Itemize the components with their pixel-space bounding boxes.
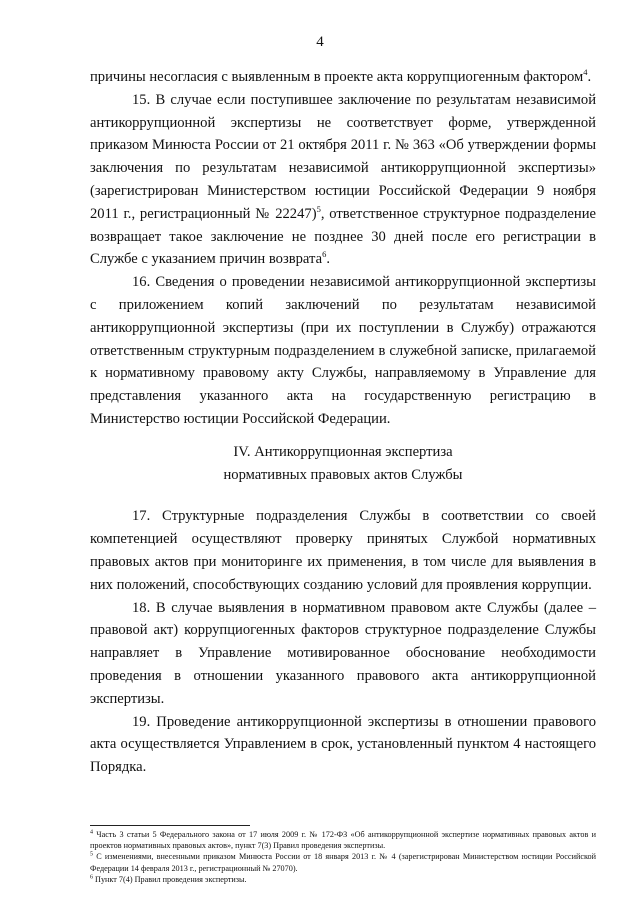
paragraph-19: 19. Проведение антикоррупционной экспертизы в отношении правового акта осуществляется Управлением в срок, установленный пунктом 4 настоящего Порядка. xyxy=(90,713,596,776)
footnote-5 xyxy=(90,851,596,873)
paragraph-17: 17. Структурные подразделения Службы в соответствии со своей компетенцией осуществляют проверку принятых Службой нормативных правовых актов при мониторинге их применения, в том числе для выявления в них положений, способствующих созданию условий для проявления коррупции. xyxy=(90,508,596,593)
page-number: 4 xyxy=(316,34,324,50)
section-heading-line-1: IV. Антикоррупционная экспертиза xyxy=(233,443,453,460)
footnote-ref-5: 5 xyxy=(316,203,321,214)
footnote-ref-6: 6 xyxy=(322,249,327,260)
footnote-6-text: Пункт 7(4) Правил проведения экспертизы. xyxy=(93,874,247,884)
paragraph-15-text-b: , ответственное структурное подразделение возвращает такое заключение не позднее 30 дней после его регистрации в Службе с указанием причин возврата xyxy=(90,205,596,268)
footnote-5-marker: 5 xyxy=(90,851,93,858)
footnote-6 xyxy=(90,874,596,885)
footnote-4-marker: 4 xyxy=(90,829,93,836)
section-heading-line-2: нормативных правовых актов Службы xyxy=(223,466,463,483)
section-heading xyxy=(90,441,596,487)
paragraph-continuation: причины несогласия с выявленным в проекте акта коррупциогенным фактором$^4$. xyxy=(90,67,592,85)
footnote-ref-4: 4 xyxy=(583,67,588,78)
footnote-6-marker: 6 xyxy=(90,874,93,881)
paragraph-15: 15. В случае если поступившее заключение по результатам независимой антикоррупционной экспертизы не соответствует форме, утвержденной приказом Минюста России от 21 октября 2011 г. № 363 «Об утверждении формы заключения по результатам независимой антикоррупционной экспертизы» (зарегистрирован Министерством юстиции Российской Федерации 9 ноября 2011 г., регистрационный № 22247)$^5$, ответственное структурное подразделение возвращает такое заключение не позднее 30 дней после его регистрации в Службе с указанием причин возврата$^6$. xyxy=(90,91,596,268)
footnote-4-text: Часть 3 статьи 5 Федерального закона от 17 июля 2009 г. № 172-ФЗ «Об антикоррупционной экспертизе нормативных правовых актов и проектов нормативных правовых актов», пункт 7(3) Правил проведения экспертизы. xyxy=(90,830,596,851)
paragraph-18: 18. В случае выявления в нормативном правовом акте Службы (далее – правовой акт) коррупциогенных факторов структурное подразделение Службы направляет в Управление мотивированное обоснование необходимости проведения в отношении указанного правового акта антикоррупционной экспертизы. xyxy=(90,599,596,707)
document-body xyxy=(90,66,596,779)
paragraph-16: 16. Сведения о проведении независимой антикоррупционной экспертизы с приложением копий заключений по результатам независимой антикоррупционной экспертизы (при их поступлении в Службу) отражаются ответственным структурным подразделением в служебной записке, прилагаемой к нормативному правовому акту Службы, направляемому в Управление для представления указанного акта на государственную регистрацию в Министерство юстиции Российской Федерации. xyxy=(90,274,596,427)
footnote-4 xyxy=(90,829,596,851)
footnote-divider xyxy=(90,825,250,826)
paragraph-continuation-text: причины несогласия с выявленным в проекте акта коррупциогенным фактором xyxy=(90,69,584,85)
footnotes xyxy=(90,829,596,885)
paragraph-15-text-a: 15. В случае если поступившее заключение по результатам независимой антикоррупционной экспертизы не соответствует форме, утвержденной приказом Минюста России от 21 октября 2011 г. № 363 «Об утверждении формы заключения по результатам независимой антикоррупционной экспертизы» (зарегистрирован Министерством юстиции Российской Федерации 9 ноября 2011 г., регистрационный № 22247) xyxy=(90,91,596,222)
footnote-5-text: С изменениями, внесенными приказом Минюста России от 18 января 2013 г. № 4 (зарегистрирован Министерством юстиции Российской Федерации 14 февраля 2013 г., регистрационный № 27070). xyxy=(90,852,596,873)
